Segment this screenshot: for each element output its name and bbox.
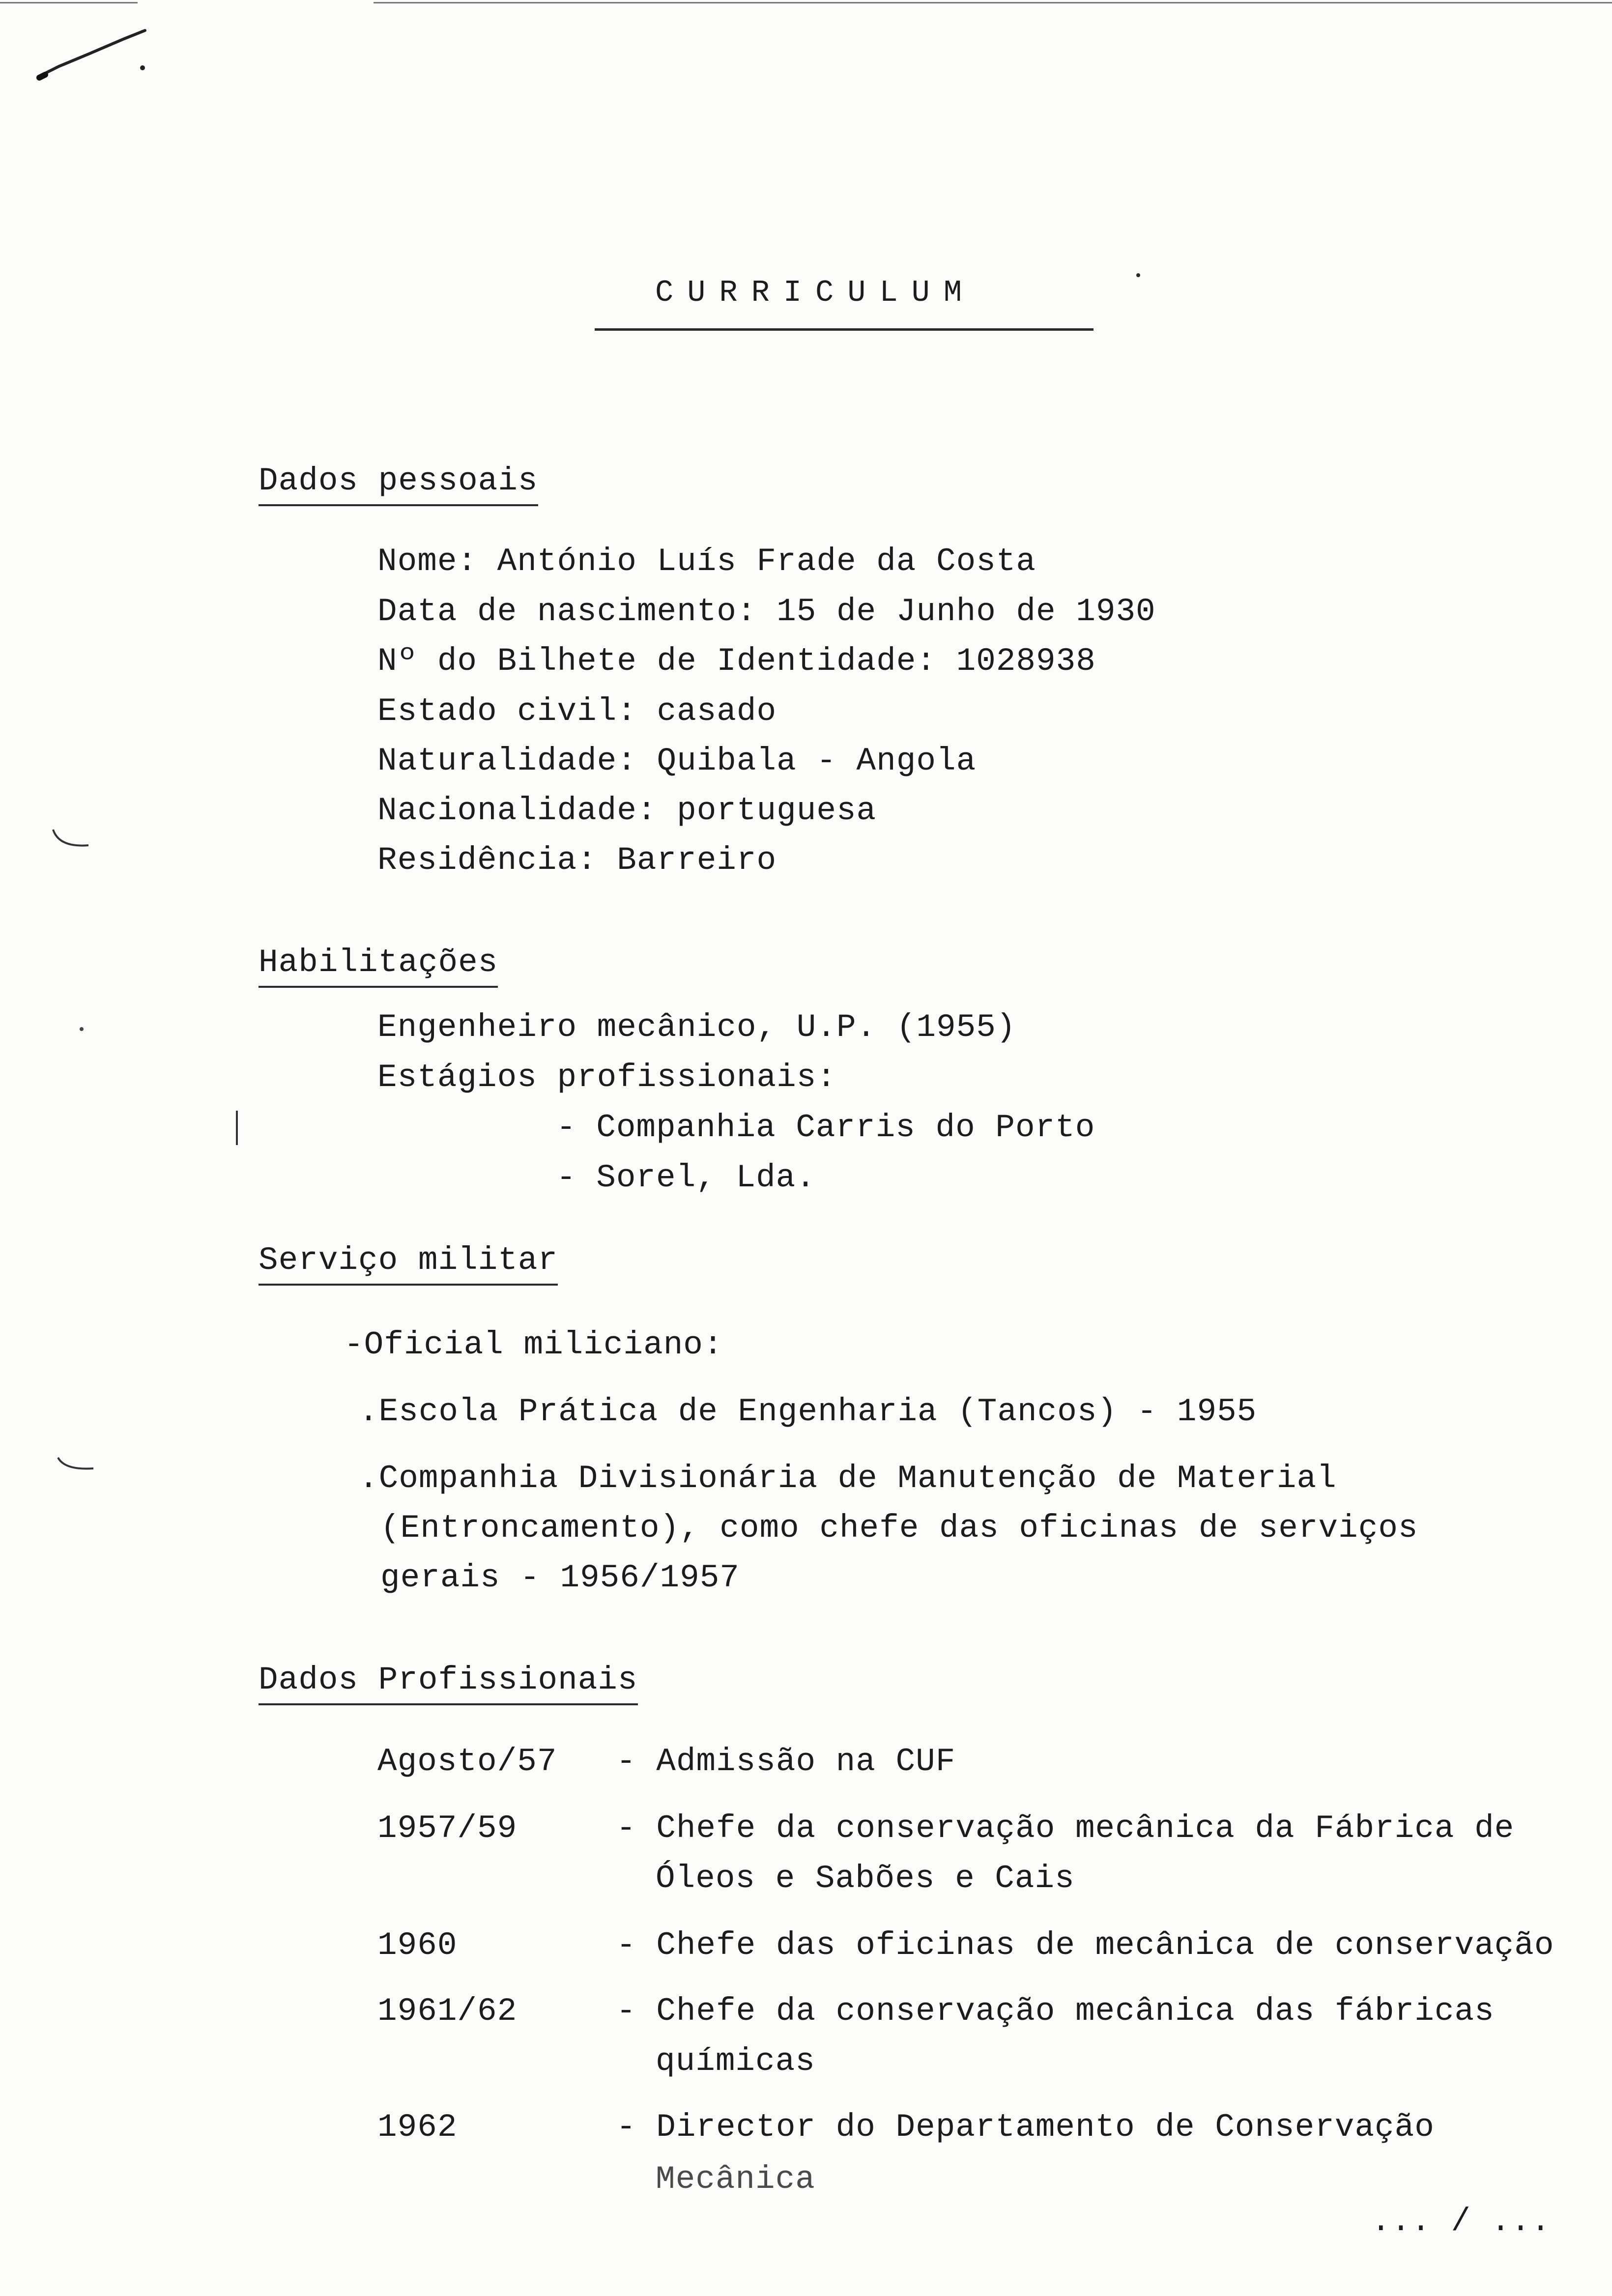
personal-line-id: Nº do Bilhete de Identidade: 1028938 [377,643,1096,680]
personal-line-civil-status: Estado civil: casado [377,693,777,730]
professional-date: 1957/59 [377,1810,518,1847]
professional-desc: - Chefe da conservação mecânica das fábricas [616,1993,1495,2030]
personal-line-name: Nome: António Luís Frade da Costa [377,543,1036,580]
top-edge-line-right [374,2,1612,3]
professional-desc: - Director do Departamento de Conservação [616,2109,1435,2146]
pen-mark [29,20,167,88]
professional-date: 1960 [377,1927,458,1964]
section-heading-personal: Dados pessoais [259,465,538,506]
margin-arc-mark [49,826,93,855]
personal-line-birthplace: Naturalidade: Quibala - Angola [377,743,977,779]
education-degree: Engenheiro mecânico, U.P. (1955) [377,1009,1016,1046]
military-item-company: gerais - 1956/1957 [380,1559,740,1596]
personal-line-nationality: Nacionalidade: portuguesa [377,792,877,829]
margin-arc-mark-2 [54,1455,98,1479]
personal-line-residence: Residência: Barreiro [377,842,777,879]
professional-date: Agosto/57 [377,1743,557,1780]
document-title: CURRICULUM [655,275,976,310]
section-heading-education: Habilitações [259,947,498,988]
section-heading-professional: Dados Profissionais [259,1664,638,1705]
professional-date: 1961/62 [377,1993,518,2030]
military-item-company: .Companhia Divisionária de Manutenção de Material [359,1460,1337,1497]
professional-desc: químicas [656,2043,815,2080]
education-internship-item: - Sorel, Lda. [556,1159,816,1196]
margin-dot [80,1027,84,1031]
professional-desc: - Chefe da conservação mecânica da Fábrica de [616,1810,1515,1847]
professional-date: 1962 [377,2109,458,2146]
professional-desc: - Chefe das oficinas de mecânica de conservação [616,1927,1554,1964]
military-item-company: (Entroncamento), como chefe das oficinas de serviços [380,1510,1418,1547]
professional-desc: Óleos e Sabões e Cais [656,1860,1075,1897]
section-heading-military: Serviço militar [259,1244,558,1286]
military-item-school: .Escola Prática de Engenharia (Tancos) - 1955 [359,1393,1257,1430]
professional-desc: - Admissão na CUF [616,1743,956,1780]
education-internships-label: Estágios profissionais: [377,1059,836,1096]
personal-line-birthdate: Data de nascimento: 15 de Junho de 1930 [377,593,1156,630]
professional-desc: Mecânica [656,2161,815,2198]
title-underline [595,328,1094,331]
education-internship-item: - Companhia Carris do Porto [556,1109,1095,1146]
top-edge-line-left [0,2,138,3]
margin-vertical-mark [236,1111,238,1145]
page-continuation: ... / ... [1371,2203,1551,2240]
title-underline-dot [1136,273,1140,277]
military-rank: -Oficial miliciano: [344,1326,723,1363]
